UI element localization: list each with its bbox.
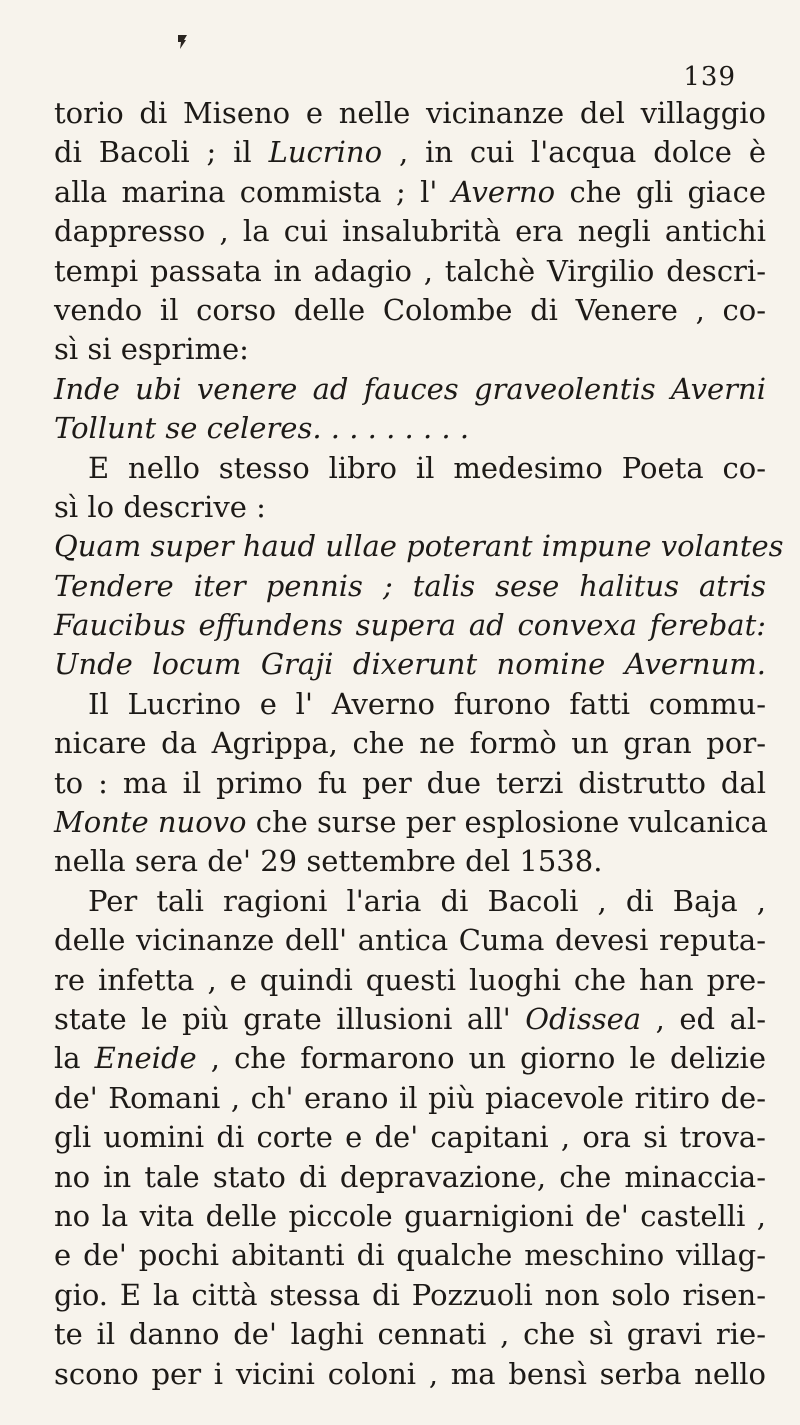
text-line: [54, 1355, 766, 1394]
text-run: gli uomini di corte e de' capitani , ora si trova-: [54, 1120, 766, 1155]
text-run: torio di Miseno e nelle vicinanze del villaggio: [54, 96, 766, 130]
text-run: to : ma il primo fu per due terzi distrutto dal: [54, 765, 766, 800]
text-line: [54, 1039, 766, 1078]
text-run: no la vita delle piccole guarnigioni de' castelli ,: [54, 1198, 766, 1233]
text-run: sì lo descrive :: [54, 489, 266, 524]
text-run: E nello stesso libro il medesimo Poeta co-: [88, 450, 766, 485]
text-line: [54, 1276, 766, 1315]
text-run: dappresso , la cui insalubrità era negli antichi: [54, 214, 766, 249]
italic-text: Lucrino: [268, 135, 383, 170]
text-run: di Bacoli ; il: [54, 135, 269, 170]
text-line: [54, 645, 766, 684]
italic-text: Faucibus effundens supera ad convexa ferebat:: [54, 608, 766, 643]
text-line: [54, 409, 766, 448]
text-line: [54, 882, 766, 921]
text-line: [54, 1079, 766, 1118]
text-line: [54, 330, 766, 369]
text-run: alla marina commista ; l': [54, 174, 452, 209]
italic-text: Monte nuovo: [54, 805, 247, 840]
text-run: e de' pochi abitanti di qualche meschino villag-: [54, 1238, 766, 1273]
text-line: [54, 1118, 766, 1157]
text-run: scono per i vicini coloni , ma bensì serba nello: [54, 1356, 766, 1391]
text-line: [54, 1000, 766, 1039]
italic-text: Eneide: [94, 1041, 197, 1076]
text-line: [54, 449, 766, 488]
text-run: nella sera de' 29 settembre del 1538.: [54, 844, 603, 879]
text-line: [54, 212, 766, 251]
text-line: [54, 724, 766, 763]
text-run: che gli giace: [555, 174, 766, 209]
text-run: , ed al-: [641, 1001, 766, 1036]
text-run: che surse per esplosione vulcanica: [246, 805, 768, 840]
text-run: , che formarono un giorno le delizie: [196, 1041, 766, 1076]
italic-text: Odissea: [525, 1001, 642, 1036]
text-line: [54, 842, 766, 881]
text-line: [54, 1315, 766, 1354]
text-line: [54, 685, 766, 724]
text-run: sì si esprime:: [54, 332, 249, 367]
italic-text: Quam super haud ullae poterant impune volantes: [54, 529, 784, 564]
text-run: la: [54, 1041, 95, 1076]
text-line: [54, 567, 766, 606]
italic-text: Inde ubi venere ad fauces graveolentis Averni: [54, 371, 766, 406]
text-run: de' Romani , ch' erano il più piacevole ritiro de-: [54, 1080, 766, 1115]
text-line: [54, 1158, 766, 1197]
text-line: [54, 606, 766, 645]
text-run: no in tale stato di depravazione, che minaccia-: [54, 1159, 766, 1194]
text-run: state le più grate illusioni all': [54, 1001, 526, 1036]
text-line: [54, 252, 766, 291]
text-line: [54, 1236, 766, 1275]
text-line: [54, 803, 766, 842]
text-line: [54, 1197, 766, 1236]
ink-mark-icon: [176, 34, 188, 50]
text-line: [54, 921, 766, 960]
text-line: [54, 764, 766, 803]
text-run: te il danno de' laghi cennati , che sì gravi rie-: [54, 1317, 766, 1352]
text-line: [54, 291, 766, 330]
text-run: Per tali ragioni l'aria di Bacoli , di Baja ,: [88, 883, 766, 918]
text-line: [54, 370, 766, 409]
text-run: vendo il corso delle Colombe di Venere , co-: [54, 292, 766, 327]
text-line: [54, 173, 766, 212]
text-run: tempi passata in adagio , talchè Virgilio descri-: [54, 253, 766, 288]
text-run: gio. E la città stessa di Pozzuoli non solo risen-: [54, 1277, 766, 1312]
text-line: [54, 488, 766, 527]
text-run: Il Lucrino e l' Averno furono fatti commu-: [88, 686, 766, 721]
text-run: delle vicinanze dell' antica Cuma devesi reputa-: [54, 923, 766, 958]
text-line: [54, 527, 784, 566]
text-line: [54, 133, 766, 172]
italic-text: Averno: [451, 174, 556, 209]
text-run: , in cui l'acqua dolce è: [382, 135, 766, 170]
text-run: nicare da Agrippa, che ne formò un gran por-: [54, 726, 766, 761]
body-text: [54, 94, 784, 1394]
text-run: re infetta , e quindi questi luoghi che han pre-: [54, 962, 766, 997]
page-number: 139: [683, 62, 736, 92]
italic-text: Tollunt se celeres. . . . . . . . .: [54, 411, 470, 446]
text-line: [54, 961, 766, 1000]
italic-text: Unde locum Graji dixerunt nomine Avernum.: [54, 647, 766, 682]
italic-text: Tendere iter pennis ; talis sese halitus atris: [54, 568, 766, 603]
text-line: [54, 94, 766, 133]
